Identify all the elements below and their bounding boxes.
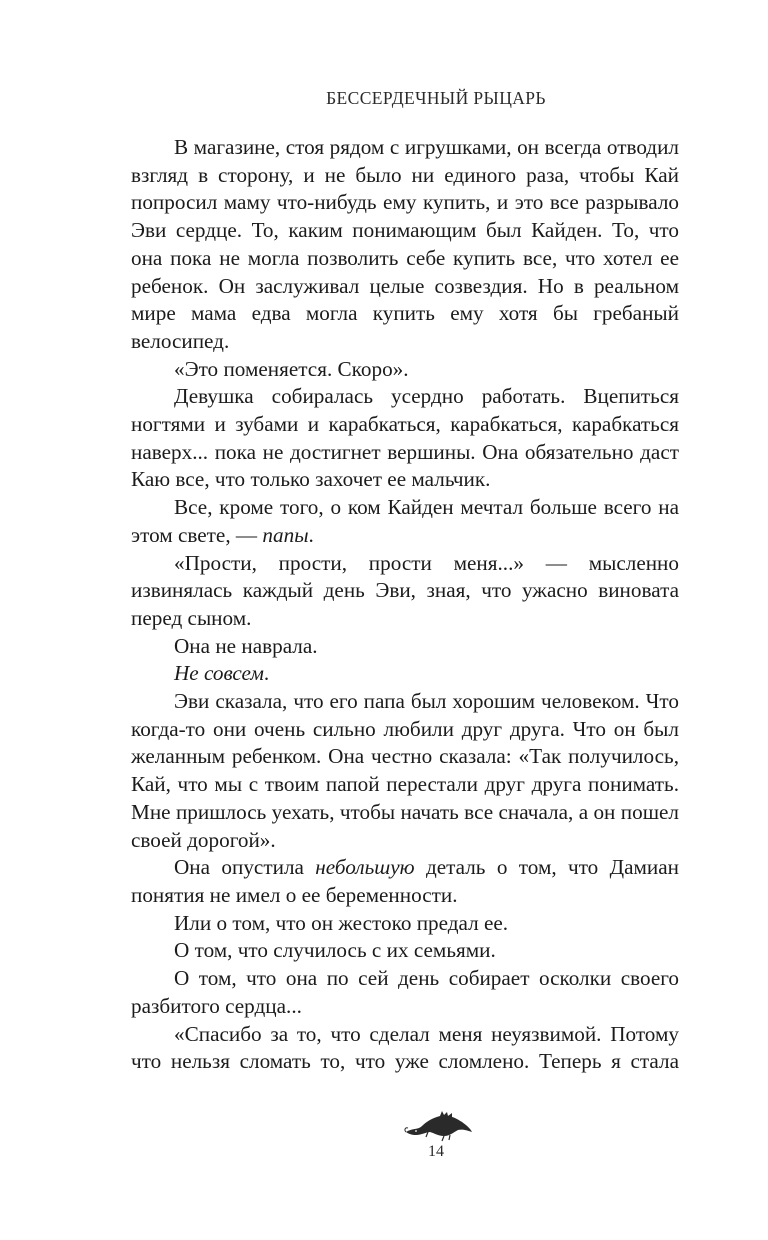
paragraph-13: «Спасибо за то, что сделал меня неуязвимой. Потому что нельзя сломать то, что уже сломлено. Теперь я стала xyxy=(131,1021,679,1074)
dragon-ornament-icon xyxy=(404,1110,474,1142)
paragraph-8: Эви сказала, что его папа был хорошим человеком. Что когда-то они очень сильно любили друг друга. Что он был желанным ребенком. Она честно сказала: «Так получилось, Кай, что мы с твоим папой перестали друг друга понимать. Мне пришлось уехать, чтобы начать все сначала, а он пошел своей дорогой». xyxy=(131,689,679,852)
paragraph-2: «Это поменяется. Скоро». xyxy=(174,356,409,381)
page-number: 14 xyxy=(428,1143,444,1160)
paragraph-12: О том, что она по сей день собирает осколки своего разбитого сердца... xyxy=(131,966,679,1018)
paragraph-6: Она не наврала. xyxy=(174,633,318,658)
paragraph-1: В магазине, стоя рядом с игрушками, он всегда отводил взгляд в сторону, и не было ни единого раза, чтобы Кай попросил маму что-нибудь ему купить, и это все разрывало Эви сердце. То, каким понимающим был Кайден. То, что она пока не могла позволить себе купить все, что хотел ее ребенок. Он заслуживал целые созвездия. Но в реальном мире мама едва могла купить ему хотя бы гребаный велосипед. xyxy=(131,135,679,353)
paragraph-3: Девушка собиралась усердно работать. Вцепиться ногтями и зубами и карабкаться, карабкаться, карабкаться наверх... пока не достигнет вершины. Она обязательно даст Каю все, что только захочет ее мальчик. xyxy=(131,384,679,492)
paragraph-5: «Прости, прости, прости меня...» — мысленно извинялась каждый день Эви, зная, что ужасно виновата перед сыном. xyxy=(131,550,679,630)
body-text xyxy=(131,134,679,1076)
running-head: БЕССЕРДЕЧНЫЙ РЫЦАРЬ xyxy=(326,88,546,108)
paragraph-10: Или о том, что он жестоко предал ее. xyxy=(174,910,509,935)
paragraph-11: О том, что случилось с их семьями. xyxy=(174,938,496,963)
paragraph-7-end: . xyxy=(263,661,270,686)
paragraph-4-end: . xyxy=(308,522,314,547)
paragraph-9 xyxy=(131,854,679,909)
paragraph-9-end: деталь о том, что Дамиан понятия не имел о ее беременности. xyxy=(131,855,679,907)
paragraph-4-emphasis: папы xyxy=(262,522,309,547)
paragraph-7-emphasis: Не совсем xyxy=(174,661,264,686)
paragraph-7 xyxy=(131,660,679,688)
paragraph-4 xyxy=(131,494,679,549)
paragraph-4-text: Все, кроме того, о ком Кайден мечтал больше всего на этом свете, — xyxy=(131,495,679,547)
paragraph-9-emphasis: небольшую xyxy=(315,855,415,880)
paragraph-9-text: Она опустила xyxy=(174,855,316,880)
